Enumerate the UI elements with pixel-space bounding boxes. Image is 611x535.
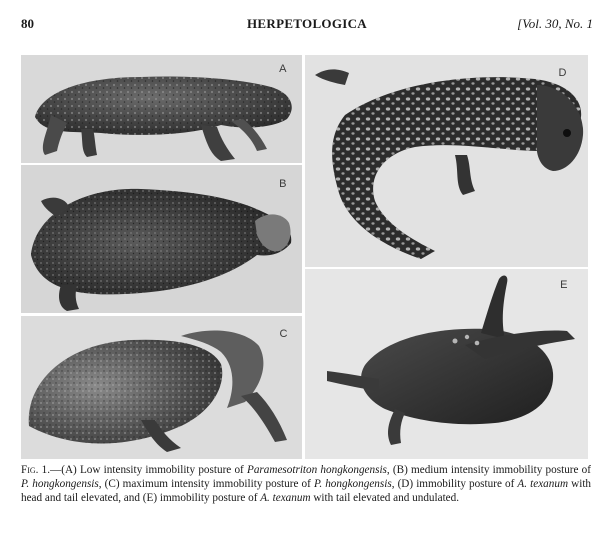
panel-label-c: C [279,328,288,340]
caption-part: P. hongkongensis [21,478,99,490]
caption-part: 1.—(A) Low intensity immobility posture of [38,464,247,476]
figure-panel-c [21,316,302,459]
caption-part: P. hongkongensis [313,478,392,490]
page-number: 80 [21,16,34,31]
salamander-photo-d [305,55,588,267]
salamander-photo-a [21,55,302,163]
caption-part: with head and tail elevated, and (E) immobility posture of [21,478,592,504]
running-header [21,16,593,36]
caption-part: Paramesotriton hongkongensis [246,464,387,476]
figure-panel-a [21,55,302,163]
figure-label: Fig. [21,464,39,476]
panel-label-d: D [558,67,567,79]
panel-label-b: B [279,178,287,190]
salamander-photo-e [305,269,588,459]
caption-part: , (B) medium intensity immobility posture of [386,464,591,476]
caption-part: A. texanum [517,478,569,490]
figure-caption [21,463,591,505]
caption-part: with tail elevated and undulated. [310,492,460,504]
figure-panel-e [305,269,588,459]
salamander-photo-c [21,316,302,459]
panel-label-a: A [279,63,287,75]
caption-part: , (D) immobility posture of [391,478,518,490]
caption-part: A. texanum [260,492,311,504]
figure-panel-d [305,55,588,267]
panel-label-e: E [560,279,568,291]
volume-issue: [Vol. 30, No. 1 [517,16,593,31]
figure-panel-b [21,165,302,313]
salamander-photo-b [21,165,302,313]
journal-title: HERPETOLOGICA [247,16,367,31]
caption-part: , (C) maximum intensity immobility posture of [98,478,314,490]
